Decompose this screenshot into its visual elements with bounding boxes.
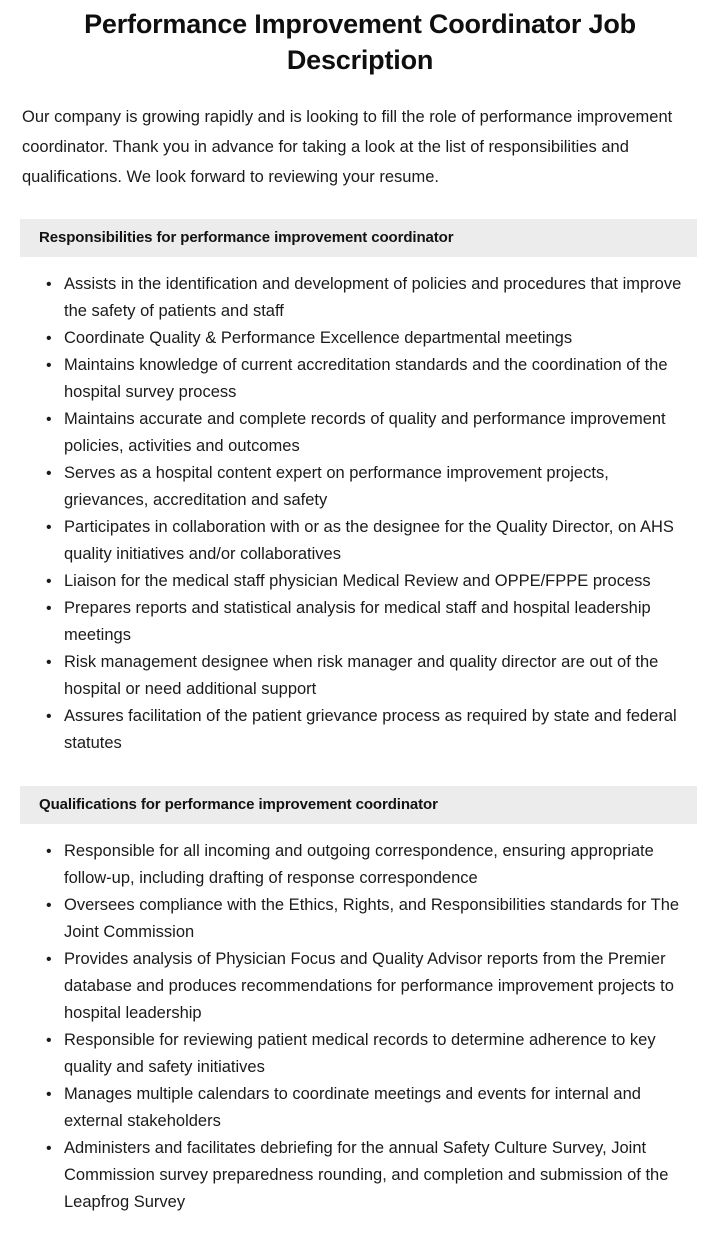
list-item-text: Administers and facilitates debriefing for the annual Safety Culture Survey, Joint Commission survey preparedness rounding, and completion and submission of the Leapfrog Survey: [64, 1139, 669, 1211]
list-item-text: Liaison for the medical staff physician Medical Review and OPPE/FPPE process: [64, 572, 651, 590]
list-item: [46, 649, 696, 703]
bullet-icon: •: [46, 411, 52, 428]
list-item: [46, 514, 696, 568]
bullet-icon: •: [46, 1032, 52, 1049]
bullet-icon: •: [46, 1140, 52, 1157]
list-item-text: Responsible for all incoming and outgoing correspondence, ensuring appropriate follow-up, including drafting of response correspondence: [64, 842, 654, 887]
bullet-icon: •: [46, 276, 52, 293]
bullet-icon: •: [46, 843, 52, 860]
qualifications-list: [0, 824, 720, 1216]
intro-paragraph: Our company is growing rapidly and is looking to fill the role of performance improvement coordinator. Thank you in advance for taking a look at the list of responsibilities and qualifications. We look forward to reviewing your resume.: [22, 108, 673, 186]
bullet-icon: •: [46, 465, 52, 482]
responsibilities-list: [0, 257, 720, 757]
list-item-text: Participates in collaboration with or as the designee for the Quality Director, on AHS quality initiatives and/or collaboratives: [64, 518, 674, 563]
bullet-icon: •: [46, 1086, 52, 1103]
list-item: [46, 460, 696, 514]
bullet-icon: •: [46, 519, 52, 536]
list-item: [46, 703, 696, 757]
list-item: [46, 325, 696, 352]
list-item: [46, 271, 696, 325]
section-header-label: Responsibilities for performance improvement coordinator: [39, 229, 454, 246]
page-bottom-spacer: [0, 1216, 720, 1240]
list-item: [46, 406, 696, 460]
bullet-icon: •: [46, 573, 52, 590]
list-item-text: Risk management designee when risk manager and quality director are out of the hospital or need additional support: [64, 653, 659, 698]
list-item: [46, 838, 696, 892]
list-item-text: Assures facilitation of the patient grievance process as required by state and federal statutes: [64, 707, 677, 752]
list-item-text: Oversees compliance with the Ethics, Rights, and Responsibilities standards for The Joint Commission: [64, 896, 680, 941]
section-header-qualifications: [20, 786, 697, 824]
section-responsibilities: [0, 219, 720, 757]
bullet-icon: •: [46, 708, 52, 725]
bullet-icon: •: [46, 600, 52, 617]
list-item-text: Assists in the identification and development of policies and procedures that improve the safety of patients and staff: [64, 275, 682, 320]
list-item: [46, 352, 696, 406]
list-item: [46, 595, 696, 649]
section-header-responsibilities: [20, 219, 697, 257]
bullet-icon: •: [46, 951, 52, 968]
bullet-icon: •: [46, 654, 52, 671]
list-item-text: Maintains accurate and complete records of quality and performance improvement policies, activities and outcomes: [64, 410, 666, 455]
list-item-text: Manages multiple calendars to coordinate meetings and events for internal and external stakeholders: [64, 1085, 641, 1130]
list-item: [46, 892, 696, 946]
list-item: [46, 568, 696, 595]
list-item-text: Serves as a hospital content expert on performance improvement projects, grievances, accreditation and safety: [64, 464, 609, 509]
list-item: [46, 946, 696, 1027]
bullet-icon: •: [46, 357, 52, 374]
list-item: [46, 1027, 696, 1081]
section-qualifications: [0, 786, 720, 1216]
bullet-icon: •: [46, 330, 52, 347]
list-item: [46, 1135, 696, 1216]
list-item-text: Coordinate Quality & Performance Excellence departmental meetings: [64, 329, 573, 347]
list-item-text: Provides analysis of Physician Focus and Quality Advisor reports from the Premier database and produces recommendations for performance improvement projects to hospital leadership: [64, 950, 674, 1022]
list-item: [46, 1081, 696, 1135]
list-item-text: Responsible for reviewing patient medical records to determine adherence to key quality and safety initiatives: [64, 1031, 656, 1076]
page-title: Performance Improvement Coordinator Job Description: [84, 9, 636, 75]
list-item-text: Prepares reports and statistical analysis for medical staff and hospital leadership meetings: [64, 599, 651, 644]
list-item-text: Maintains knowledge of current accreditation standards and the coordination of the hospital survey process: [64, 356, 668, 401]
section-header-label: Qualifications for performance improvement coordinator: [39, 796, 438, 813]
bullet-icon: •: [46, 897, 52, 914]
